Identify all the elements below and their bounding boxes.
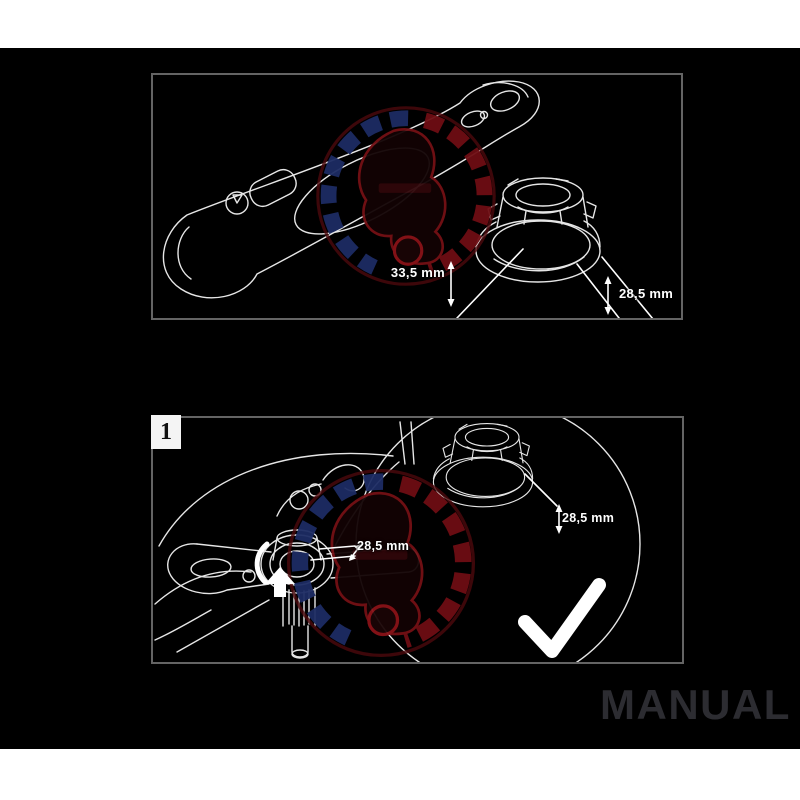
fork-bearing-diagram (153, 75, 681, 318)
dimension-label-fork-depth: 33,5 mm (390, 265, 445, 280)
dimension-label-bearing-height: 28,5 mm (619, 286, 674, 301)
letterbox-top (0, 0, 800, 48)
step-number-badge: 1 (151, 415, 181, 449)
watermark-logo (318, 108, 494, 284)
brand-wordmark: MANUAL (600, 681, 791, 728)
installation-diagram (153, 418, 682, 662)
release-bearing-detail-drawing (433, 424, 532, 507)
checkmark-icon (525, 585, 599, 651)
letterbox-bottom (0, 749, 800, 800)
watermark-logo (289, 471, 474, 656)
instruction-panel-step1 (151, 416, 684, 664)
instruction-panel-parts (151, 73, 683, 320)
dimension-label-installed-height: 28,5 mm (357, 539, 410, 553)
dimension-label-bearing-height: 28,5 mm (562, 511, 615, 525)
